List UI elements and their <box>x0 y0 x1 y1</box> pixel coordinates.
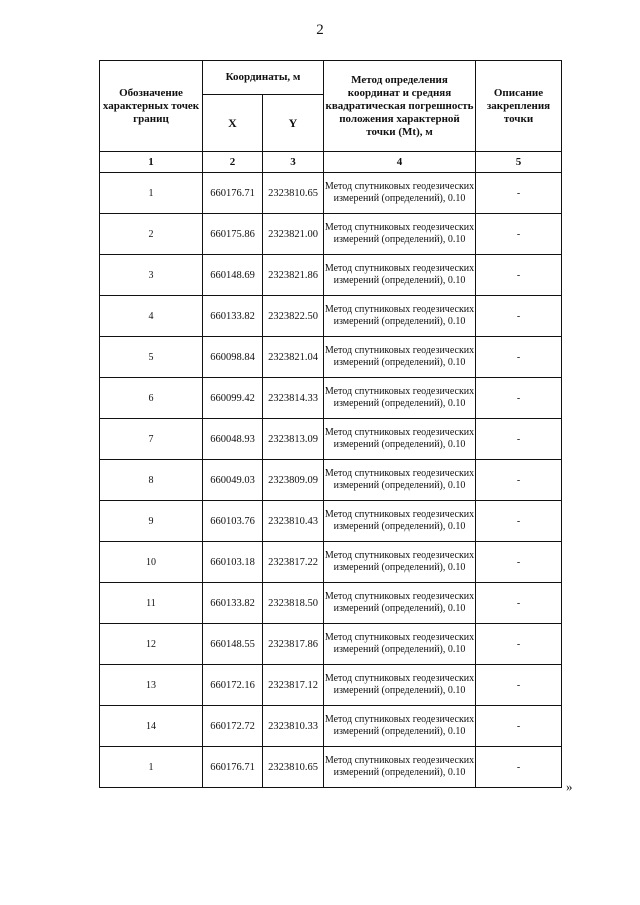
x-coordinate-cell: 660175.86 <box>203 214 263 255</box>
column-number: 3 <box>263 152 324 173</box>
point-cell: 12 <box>100 624 203 665</box>
table-row <box>100 460 562 501</box>
y-coordinate-cell: 2323809.09 <box>263 460 324 501</box>
method-cell: Метод спутниковых геодезических измерений (определений), 0.10 <box>324 665 476 706</box>
closing-quote-mark: » <box>566 779 573 794</box>
header-coordinates: Координаты, м <box>203 61 324 95</box>
method-cell: Метод спутниковых геодезических измерений (определений), 0.10 <box>324 460 476 501</box>
method-cell: Метод спутниковых геодезических измерений (определений), 0.10 <box>324 173 476 214</box>
point-cell: 1 <box>100 173 203 214</box>
table-row <box>100 255 562 296</box>
y-coordinate-cell: 2323810.65 <box>263 173 324 214</box>
point-cell: 11 <box>100 583 203 624</box>
table-row <box>100 419 562 460</box>
point-cell: 1 <box>100 747 203 788</box>
x-coordinate-cell: 660172.72 <box>203 706 263 747</box>
x-coordinate-cell: 660176.71 <box>203 747 263 788</box>
x-coordinate-cell: 660099.42 <box>203 378 263 419</box>
y-coordinate-cell: 2323821.00 <box>263 214 324 255</box>
method-cell: Метод спутниковых геодезических измерений (определений), 0.10 <box>324 501 476 542</box>
table-row <box>100 706 562 747</box>
point-cell: 4 <box>100 296 203 337</box>
y-coordinate-cell: 2323817.22 <box>263 542 324 583</box>
table-row <box>100 501 562 542</box>
method-cell: Метод спутниковых геодезических измерений (определений), 0.10 <box>324 583 476 624</box>
header-point-designation: Обозначение характерных точек границ <box>100 61 203 152</box>
description-cell: - <box>476 583 562 624</box>
x-coordinate-cell: 660176.71 <box>203 173 263 214</box>
point-cell: 7 <box>100 419 203 460</box>
boundary-points-table <box>99 60 562 788</box>
header-method: Метод определения координат и средняя квадратическая погрешность положения характерной точки (Mt), м <box>324 61 476 152</box>
column-number: 5 <box>476 152 562 173</box>
description-cell: - <box>476 173 562 214</box>
header-description: Описание закрепления точки <box>476 61 562 152</box>
method-cell: Метод спутниковых геодезических измерений (определений), 0.10 <box>324 747 476 788</box>
method-cell: Метод спутниковых геодезических измерений (определений), 0.10 <box>324 706 476 747</box>
method-cell: Метод спутниковых геодезических измерений (определений), 0.10 <box>324 378 476 419</box>
description-cell: - <box>476 255 562 296</box>
y-coordinate-cell: 2323822.50 <box>263 296 324 337</box>
point-cell: 2 <box>100 214 203 255</box>
x-coordinate-cell: 660172.16 <box>203 665 263 706</box>
header-y: Y <box>263 95 324 152</box>
table-row <box>100 583 562 624</box>
x-coordinate-cell: 660098.84 <box>203 337 263 378</box>
table-row <box>100 173 562 214</box>
x-coordinate-cell: 660103.76 <box>203 501 263 542</box>
x-coordinate-cell: 660049.03 <box>203 460 263 501</box>
y-coordinate-cell: 2323810.65 <box>263 747 324 788</box>
description-cell: - <box>476 337 562 378</box>
point-cell: 13 <box>100 665 203 706</box>
table-row <box>100 337 562 378</box>
table-body <box>100 173 562 788</box>
description-cell: - <box>476 665 562 706</box>
description-cell: - <box>476 460 562 501</box>
description-cell: - <box>476 419 562 460</box>
description-cell: - <box>476 501 562 542</box>
y-coordinate-cell: 2323810.43 <box>263 501 324 542</box>
column-number: 1 <box>100 152 203 173</box>
description-cell: - <box>476 296 562 337</box>
method-cell: Метод спутниковых геодезических измерений (определений), 0.10 <box>324 214 476 255</box>
y-coordinate-cell: 2323817.12 <box>263 665 324 706</box>
table-row <box>100 747 562 788</box>
y-coordinate-cell: 2323813.09 <box>263 419 324 460</box>
point-cell: 8 <box>100 460 203 501</box>
description-cell: - <box>476 624 562 665</box>
x-coordinate-cell: 660103.18 <box>203 542 263 583</box>
description-cell: - <box>476 706 562 747</box>
method-cell: Метод спутниковых геодезических измерений (определений), 0.10 <box>324 542 476 583</box>
table-row <box>100 624 562 665</box>
description-cell: - <box>476 214 562 255</box>
point-cell: 9 <box>100 501 203 542</box>
page-number: 2 <box>316 22 324 38</box>
y-coordinate-cell: 2323810.33 <box>263 706 324 747</box>
point-cell: 6 <box>100 378 203 419</box>
table-row <box>100 665 562 706</box>
y-coordinate-cell: 2323821.04 <box>263 337 324 378</box>
method-cell: Метод спутниковых геодезических измерений (определений), 0.10 <box>324 337 476 378</box>
table-row <box>100 378 562 419</box>
method-cell: Метод спутниковых геодезических измерений (определений), 0.10 <box>324 255 476 296</box>
y-coordinate-cell: 2323818.50 <box>263 583 324 624</box>
description-cell: - <box>476 747 562 788</box>
point-cell: 10 <box>100 542 203 583</box>
description-cell: - <box>476 378 562 419</box>
y-coordinate-cell: 2323821.86 <box>263 255 324 296</box>
x-coordinate-cell: 660148.69 <box>203 255 263 296</box>
y-coordinate-cell: 2323817.86 <box>263 624 324 665</box>
point-cell: 5 <box>100 337 203 378</box>
x-coordinate-cell: 660133.82 <box>203 296 263 337</box>
column-number: 4 <box>324 152 476 173</box>
table-row <box>100 296 562 337</box>
method-cell: Метод спутниковых геодезических измерений (определений), 0.10 <box>324 624 476 665</box>
x-coordinate-cell: 660148.55 <box>203 624 263 665</box>
x-coordinate-cell: 660133.82 <box>203 583 263 624</box>
point-cell: 14 <box>100 706 203 747</box>
x-coordinate-cell: 660048.93 <box>203 419 263 460</box>
y-coordinate-cell: 2323814.33 <box>263 378 324 419</box>
method-cell: Метод спутниковых геодезических измерений (определений), 0.10 <box>324 419 476 460</box>
description-cell: - <box>476 542 562 583</box>
point-cell: 3 <box>100 255 203 296</box>
header-x: X <box>203 95 263 152</box>
table-row <box>100 542 562 583</box>
table-row <box>100 214 562 255</box>
method-cell: Метод спутниковых геодезических измерений (определений), 0.10 <box>324 296 476 337</box>
column-number: 2 <box>203 152 263 173</box>
